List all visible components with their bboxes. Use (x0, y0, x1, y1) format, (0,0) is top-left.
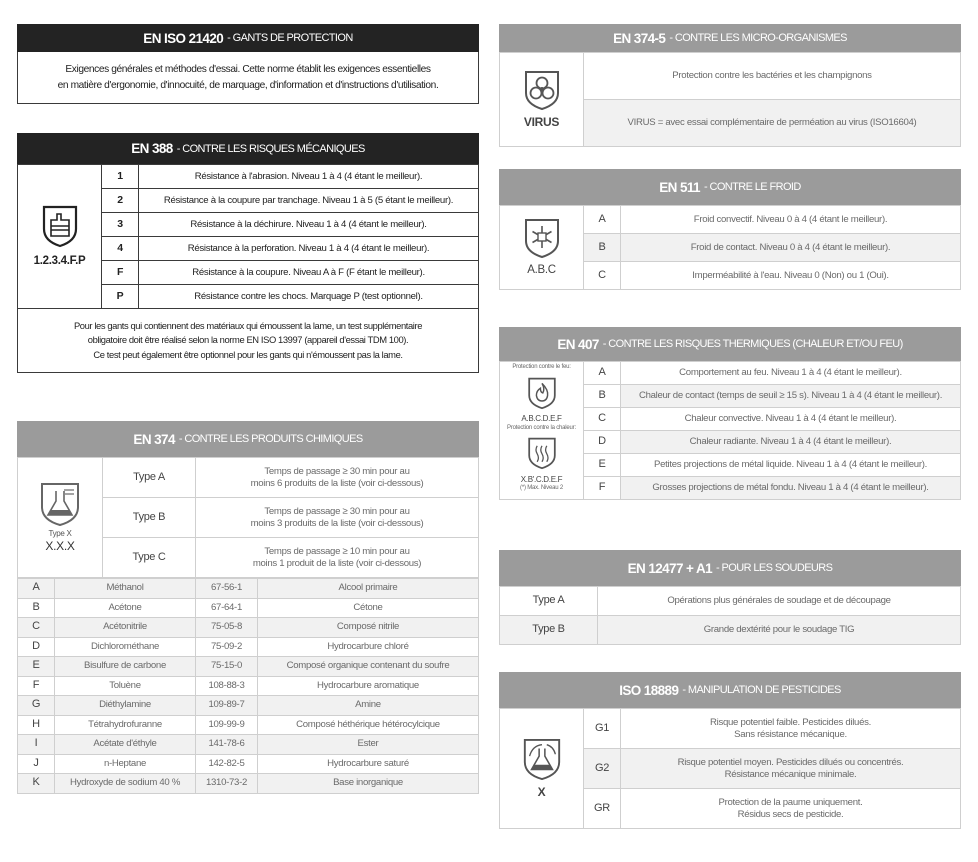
row-desc: Protection contre les bactéries et les champignons (584, 53, 961, 100)
chemical-cls: Ester (258, 735, 479, 755)
row-key: G1 (584, 709, 621, 749)
section-header (499, 24, 961, 52)
pesticide-shield-icon (521, 737, 563, 781)
row-desc: Résistance à la déchirure. Niveau 1 à 4 (4 étant le meilleur). (139, 213, 479, 237)
chemical-cas: 1310-73-2 (196, 774, 258, 794)
row-key: 2 (102, 189, 139, 213)
chemical-key: I (18, 735, 55, 755)
heat-shield-icon (526, 436, 558, 470)
standard-code: EN 374-5 (613, 30, 666, 46)
chemical-key: D (18, 637, 55, 657)
standard-title: - CONTRE LES MICRO-ORGANISMES (669, 32, 847, 44)
chemical-key: B (18, 598, 55, 618)
icon-cell (18, 165, 102, 309)
icon-cell (500, 709, 584, 829)
row-key: A (584, 362, 621, 385)
standard-title: - MANIPULATION DE PESTICIDES (682, 684, 841, 696)
desc-line: Risque potentiel faible. Pesticides dilués. (710, 716, 871, 728)
chemical-name: Acétate d'éthyle (55, 735, 196, 755)
row-desc: Chaleur radiante. Niveau 1 à 4 (4 étant le meilleur). (621, 431, 961, 454)
row-desc: Comportement au feu. Niveau 1 à 4 (4 étant le meilleur). (621, 362, 961, 385)
chemical-cls: Composé héthérique hétérocylcique (258, 715, 479, 735)
chemical-name: Acétonitrile (55, 618, 196, 638)
chemical-cas: 75-05-8 (196, 618, 258, 638)
row-key: P (102, 285, 139, 309)
row-key: 3 (102, 213, 139, 237)
row-desc: Grande dextérité pour le soudage TIG (598, 616, 961, 645)
type-label: Type C (103, 538, 196, 578)
section-header (17, 24, 479, 52)
type-desc (196, 498, 479, 538)
chemical-cas: 109-89-7 (196, 696, 258, 716)
en12477-table (499, 586, 961, 645)
icon-cell (500, 53, 584, 147)
chemical-key: H (18, 715, 55, 735)
chemical-name: Toluène (55, 676, 196, 696)
row-desc: Grosses projections de métal fondu. Niveau 1 à 4 (4 étant le meilleur). (621, 477, 961, 500)
row-desc: Résistance à la perforation. Niveau 1 à 4 (4 étant le meilleur). (139, 237, 479, 261)
chemical-cls: Composé nitrile (258, 618, 479, 638)
section-en-388 (17, 133, 479, 373)
standard-code: EN ISO 21420 (143, 30, 224, 46)
row-desc: Résistance contre les chocs. Marquage P (test optionnel). (139, 285, 479, 309)
chemical-cls: Cétone (258, 598, 479, 618)
note-line: Pour les gants qui contiennent des matériaux qui émoussent la lame, un test supplémentaire (73, 319, 423, 331)
type-label: Type B (103, 498, 196, 538)
desc-line: Risque potentiel moyen. Pesticides dilués ou concentrés. (677, 756, 904, 768)
chemical-row (18, 754, 479, 774)
desc-line: Sans résistance mécanique. (734, 728, 847, 740)
standard-title: - POUR LES SOUDEURS (716, 562, 833, 574)
standard-code: EN 12477 + A1 (627, 560, 713, 576)
en3745-table (499, 52, 961, 147)
section-header (499, 327, 961, 361)
row-key: E (584, 454, 621, 477)
chemical-name: Diéthylamine (55, 696, 196, 716)
icon-cell (500, 362, 584, 500)
standard-title: - CONTRE LES RISQUES THERMIQUES (CHALEUR ET/OU FEU) (602, 338, 903, 350)
icon-code: X (537, 785, 546, 799)
desc-line: Temps de passage ≥ 10 min pour au (264, 545, 410, 557)
chemical-row (18, 637, 479, 657)
chemical-flask-shield-icon (38, 481, 82, 527)
chemical-key: F (18, 676, 55, 696)
desc-line: Temps de passage ≥ 30 min pour au (264, 505, 410, 517)
row-desc: Imperméabilité à l'eau. Niveau 0 (Non) ou 1 (Oui). (621, 262, 961, 290)
row-desc: Chaleur convective. Niveau 1 à 4 (4 étant le meilleur). (621, 408, 961, 431)
section-header (499, 169, 961, 205)
icon-cell (18, 458, 103, 578)
row-desc: Résistance à la coupure. Niveau A à F (F étant le meilleur). (139, 261, 479, 285)
standard-code: EN 374 (133, 431, 175, 447)
standard-code: ISO 18889 (619, 682, 679, 698)
note-box (17, 309, 479, 373)
type-label: Type A (103, 458, 196, 498)
chemical-cas: 67-56-1 (196, 579, 258, 599)
row-key: Type B (500, 616, 598, 645)
chemical-name: Acétone (55, 598, 196, 618)
desc-line: Résistance mécanique minimale. (724, 768, 857, 780)
en374-chemicals-table (17, 578, 479, 794)
row-key: B (584, 385, 621, 408)
standard-title: - CONTRE LES RISQUES MÉCANIQUES (176, 142, 365, 155)
row-desc: VIRUS = avec essai complémentaire de perméation au virus (ISO16604) (584, 100, 961, 147)
standard-code: EN 511 (659, 179, 700, 195)
chemical-cas: 75-09-2 (196, 637, 258, 657)
chemical-key: G (18, 696, 55, 716)
chemical-cls: Hydrocarbure chloré (258, 637, 479, 657)
chemical-row (18, 618, 479, 638)
description-box (17, 52, 479, 104)
chemical-row (18, 676, 479, 696)
row-desc (621, 749, 961, 789)
icon-label: Type X (48, 529, 72, 538)
chemical-name: Méthanol (55, 579, 196, 599)
chemical-cls: Base inorganique (258, 774, 479, 794)
section-header (499, 672, 961, 708)
icon-code: 1.2.3.4.F.P (33, 255, 86, 268)
row-key: 1 (102, 165, 139, 189)
standard-code: EN 407 (557, 336, 599, 352)
heat-note: (*) Max. Niveau 2 (520, 484, 563, 491)
chemical-cas: 75-15-0 (196, 657, 258, 677)
chemical-key: C (18, 618, 55, 638)
chemical-key: A (18, 579, 55, 599)
chemical-row (18, 598, 479, 618)
row-key: 4 (102, 237, 139, 261)
section-header (17, 421, 479, 457)
section-en-374 (17, 421, 479, 794)
fire-code: A.B.C.D.E.F (521, 414, 562, 424)
row-key: B (584, 234, 621, 262)
biohazard-shield-icon (522, 69, 562, 111)
chemical-name: Dichlorométhane (55, 637, 196, 657)
section-iso-18889 (499, 672, 961, 829)
chemical-row (18, 579, 479, 599)
desc-line: Temps de passage ≥ 30 min pour au (264, 465, 410, 477)
en374-types-table (17, 457, 479, 578)
fire-label: Protection contre le feu: (512, 364, 571, 370)
section-header (499, 550, 961, 586)
row-key: C (584, 408, 621, 431)
chemical-key: J (18, 754, 55, 774)
standard-title: - GANTS DE PROTECTION (227, 32, 353, 44)
row-desc: Petites projections de métal liquide. Niveau 1 à 4 (4 étant le meilleur). (621, 454, 961, 477)
icon-code: X.X.X (45, 539, 75, 553)
icon-cell (500, 206, 584, 290)
chemical-cas: 67-64-1 (196, 598, 258, 618)
row-desc: Résistance à l'abrasion. Niveau 1 à 4 (4 étant le meilleur). (139, 165, 479, 189)
heat-code: X.B'.C.D.E.F (520, 474, 563, 484)
chemical-key: E (18, 657, 55, 677)
chemical-cas: 141-78-6 (196, 735, 258, 755)
chemical-name: Bisulfure de carbone (55, 657, 196, 677)
desc-line: moins 3 produits de la liste (voir ci-dessous) (250, 517, 424, 529)
iso18889-table (499, 708, 961, 829)
snowflake-shield-icon (522, 217, 562, 259)
note-line: Ce test peut également être optionnel pour les gants qui n'émoussent pas la lame. (93, 348, 403, 360)
description-line: en matière d'ergonomie, d'innocuité, de marquage, d'information et d'instructions d'utilisation. (57, 79, 439, 91)
standard-title: - CONTRE LE FROID (703, 181, 801, 193)
row-desc (621, 789, 961, 829)
heat-label: Protection contre la chaleur: (507, 425, 576, 432)
chemical-cas: 109-99-9 (196, 715, 258, 735)
desc-line: Résidus secs de pesticide. (737, 808, 844, 820)
row-desc: Froid de contact. Niveau 0 à 4 (4 étant le meilleur). (621, 234, 961, 262)
row-key: F (584, 477, 621, 500)
row-desc (621, 709, 961, 749)
en388-table (17, 164, 479, 309)
en407-table (499, 361, 961, 500)
section-header (17, 133, 479, 164)
chemical-row (18, 774, 479, 794)
chemical-cls: Hydrocarbure aromatique (258, 676, 479, 696)
chemical-cls: Composé organique contenant du soufre (258, 657, 479, 677)
type-desc (196, 538, 479, 578)
chemical-cls: Amine (258, 696, 479, 716)
en511-table (499, 205, 961, 290)
chemical-key: K (18, 774, 55, 794)
section-en-511 (499, 169, 961, 290)
type-desc (196, 458, 479, 498)
chemical-cas: 108-88-3 (196, 676, 258, 696)
note-line: obligatoire doit être réalisé selon la norme EN ISO 13997 (appareil d'essai TDM 100). (87, 334, 409, 346)
row-desc: Chaleur de contact (temps de seuil ≥ 15 s). Niveau 1 à 4 (4 étant le meilleur). (621, 385, 961, 408)
mechanical-risk-shield-icon (40, 204, 80, 248)
chemical-row (18, 715, 479, 735)
desc-line: moins 1 produit de la liste (voir ci-dessous) (252, 557, 422, 569)
standard-title: - CONTRE LES PRODUITS CHIMIQUES (178, 433, 363, 445)
row-key: A (584, 206, 621, 234)
section-en-iso-21420 (17, 24, 479, 104)
description-line: Exigences générales et méthodes d'essai. Cette norme établit les exigences essentielles (65, 64, 431, 76)
row-desc: Résistance à la coupure par tranchage. Niveau 1 à 5 (5 étant le meilleur). (139, 189, 479, 213)
chemical-cls: Alcool primaire (258, 579, 479, 599)
row-key: GR (584, 789, 621, 829)
chemical-row (18, 696, 479, 716)
row-key: Type A (500, 587, 598, 616)
section-en-12477 (499, 550, 961, 645)
chemical-name: Tétrahydrofuranne (55, 715, 196, 735)
desc-line: moins 6 produits de la liste (voir ci-dessous) (250, 477, 424, 489)
icon-code: A.B.C (527, 264, 556, 277)
icon-code: VIRUS (523, 115, 560, 129)
chemical-name: Hydroxyde de sodium 40 % (55, 774, 196, 794)
row-key: C (584, 262, 621, 290)
standard-code: EN 388 (131, 141, 173, 156)
section-en-407 (499, 327, 961, 500)
desc-line: Protection de la paume uniquement. (718, 796, 863, 808)
fire-shield-icon (526, 376, 558, 410)
chemical-row (18, 657, 479, 677)
row-desc: Opérations plus générales de soudage et de découpage (598, 587, 961, 616)
section-en-374-5 (499, 24, 961, 147)
row-key: F (102, 261, 139, 285)
chemical-cas: 142-82-5 (196, 754, 258, 774)
chemical-name: n-Heptane (55, 754, 196, 774)
row-desc: Froid convectif. Niveau 0 à 4 (4 étant le meilleur). (621, 206, 961, 234)
row-key: D (584, 431, 621, 454)
chemical-row (18, 735, 479, 755)
chemical-cls: Hydrocarbure saturé (258, 754, 479, 774)
row-key: G2 (584, 749, 621, 789)
